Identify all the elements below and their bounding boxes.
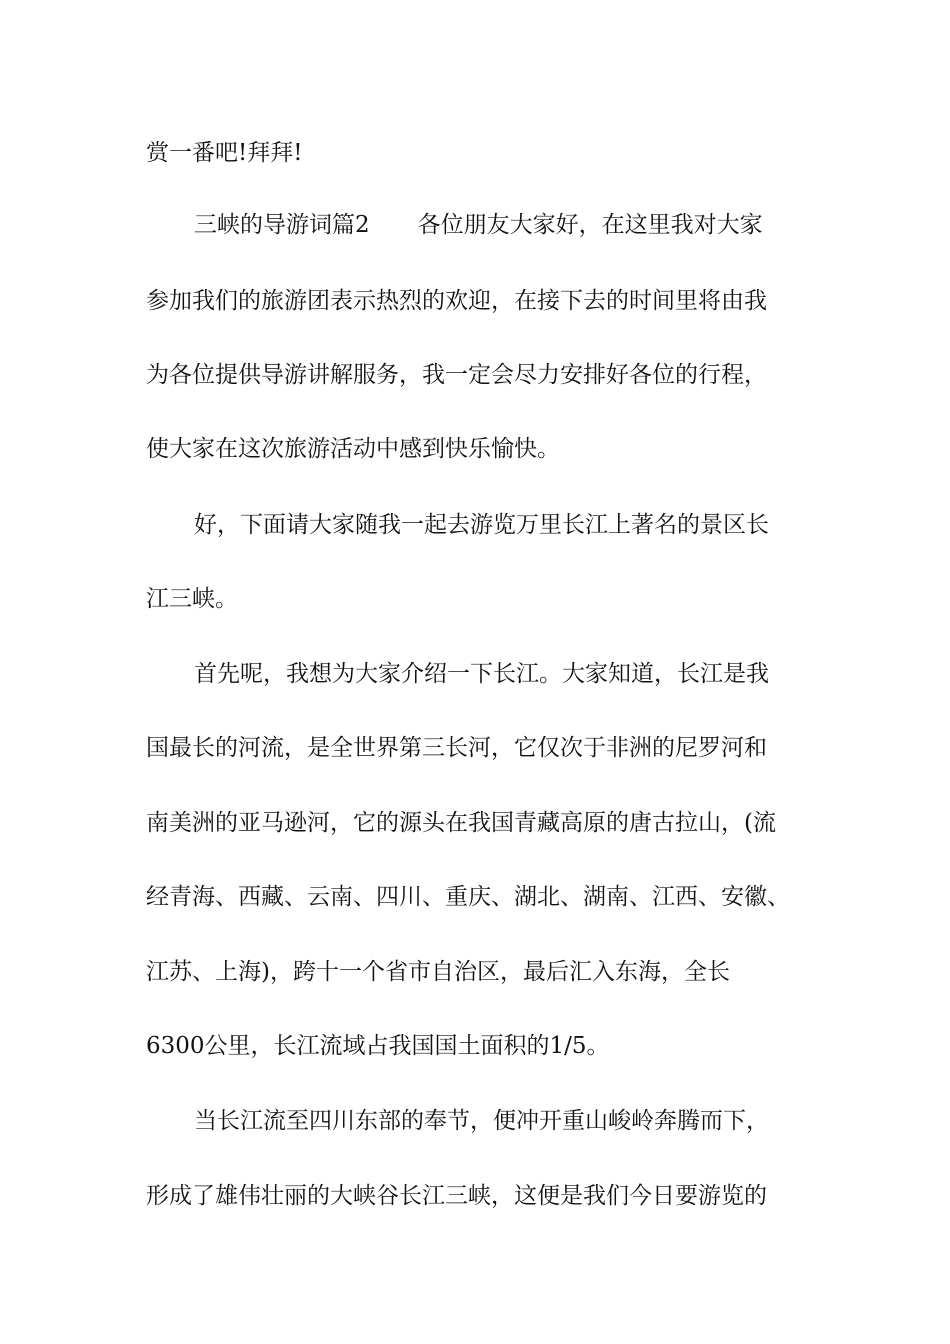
section-title: 三峡的导游词篇2 — [194, 212, 370, 238]
text-line-8: 首先呢，我想为大家介绍一下长江。大家知道，长江是我 — [194, 661, 769, 687]
text-line-6: 好，下面请大家随我一起去游览万里长江上著名的景区长 — [194, 512, 769, 538]
text-line-15: 形成了雄伟壮丽的大峡谷长江三峡，这便是我们今日要游览的 — [146, 1183, 767, 1209]
text-line-10: 南美洲的亚马逊河，它的源头在我国青藏高原的唐古拉山，(流 — [146, 810, 776, 836]
text-line-11: 经青海、西藏、云南、四川、重庆、湖北、湖南、江西、安徽、 — [146, 884, 790, 910]
greeting-text: 各位朋友大家好，在这里我对大家 — [417, 212, 763, 238]
text-line-4: 为各位提供导游讲解服务，我一定会尽力安排好各位的行程， — [146, 362, 767, 388]
section-heading-line — [194, 210, 763, 240]
text-line-12: 江苏、上海)，跨十一个省市自治区，最后汇入东海，全长 — [146, 959, 730, 985]
text-line-9: 国最长的河流，是全世界第三长河，它仅次于非洲的尼罗河和 — [146, 735, 767, 761]
text-line-7: 江三峡。 — [146, 586, 238, 612]
text-line-14: 当长江流至四川东部的奉节，便冲开重山峻岭奔腾而下， — [194, 1108, 769, 1134]
text-line-13: 6300公里，长江流域占我国国土面积的1/5。 — [146, 1033, 610, 1059]
text-line-5: 使大家在这次旅游活动中感到快乐愉快。 — [146, 436, 560, 462]
text-line-1: 赏一番吧!拜拜! — [146, 140, 303, 166]
text-line-3: 参加我们的旅游团表示热烈的欢迎，在接下去的时间里将由我 — [146, 288, 767, 314]
